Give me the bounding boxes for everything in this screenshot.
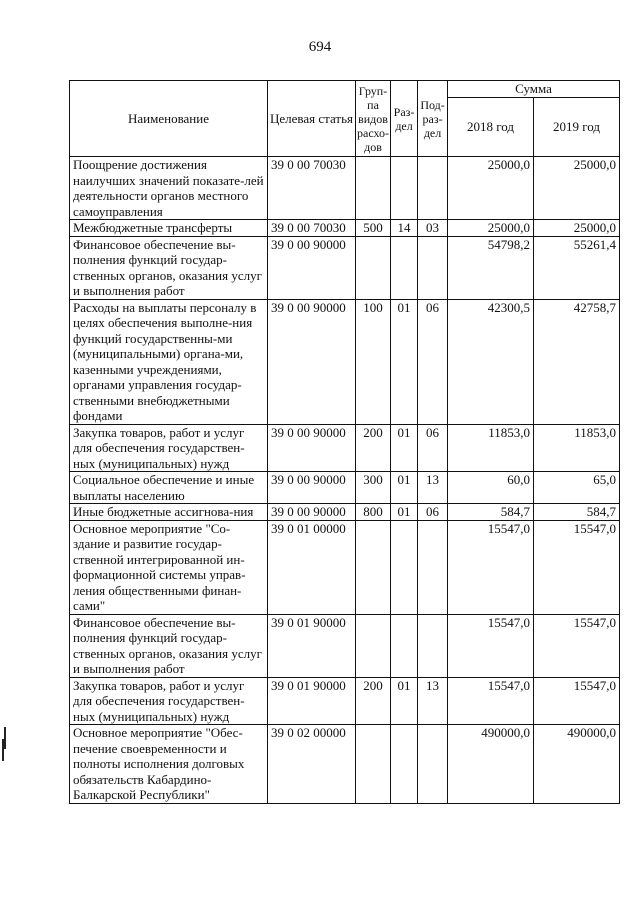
table-row [70, 424, 620, 472]
row-sum-2019: 11853,0 [534, 424, 620, 472]
table-header [70, 81, 620, 157]
row-sum-2018: 25000,0 [448, 157, 534, 220]
header-expense-group: Груп-па видов расхо-дов [356, 81, 391, 157]
row-sum-2019: 15547,0 [534, 520, 620, 614]
row-name: Закупка товаров, работ и услуг для обеспечения государствен-ных (муниципальных) нужд [70, 424, 268, 472]
table-row [70, 157, 620, 220]
row-code: 39 0 00 90000 [268, 424, 356, 472]
row-subsection [418, 614, 448, 677]
row-subsection: 06 [418, 299, 448, 424]
row-group: 200 [356, 424, 391, 472]
row-group: 200 [356, 677, 391, 725]
table-row [70, 614, 620, 677]
row-sum-2019: 42758,7 [534, 299, 620, 424]
header-target: Целевая статья [268, 81, 356, 157]
table-row [70, 220, 620, 237]
row-subsection: 03 [418, 220, 448, 237]
header-sum: Сумма [448, 81, 620, 98]
row-subsection: 06 [418, 424, 448, 472]
row-subsection: 13 [418, 472, 448, 504]
row-sum-2019: 25000,0 [534, 220, 620, 237]
row-section: 01 [391, 472, 418, 504]
header-year-2018: 2018 год [448, 98, 534, 157]
row-name: Основное мероприятие "Со-здание и развитие государ-ственной интегрированной ин-формационной системы управ-ления общественными финан-сами" [70, 520, 268, 614]
row-sum-2019: 584,7 [534, 504, 620, 521]
row-section: 14 [391, 220, 418, 237]
table-row [70, 520, 620, 614]
row-subsection [418, 157, 448, 220]
row-code: 39 0 00 90000 [268, 472, 356, 504]
row-code: 39 0 00 90000 [268, 299, 356, 424]
row-sum-2019: 15547,0 [534, 614, 620, 677]
row-code: 39 0 00 90000 [268, 236, 356, 299]
row-subsection [418, 520, 448, 614]
row-sum-2018: 584,7 [448, 504, 534, 521]
row-sum-2019: 65,0 [534, 472, 620, 504]
row-sum-2018: 54798,2 [448, 236, 534, 299]
row-section [391, 520, 418, 614]
row-code: 39 0 00 70030 [268, 157, 356, 220]
header-subsection: Под-раз-дел [418, 81, 448, 157]
row-code: 39 0 01 90000 [268, 614, 356, 677]
row-name: Основное мероприятие "Обес-печение своевременности и полноты исполнения долговых обязательств Кабардино-Балкарской Республики" [70, 725, 268, 804]
row-group: 300 [356, 472, 391, 504]
row-name: Закупка товаров, работ и услуг для обеспечения государствен-ных (муниципальных) нужд [70, 677, 268, 725]
row-group: 100 [356, 299, 391, 424]
row-section: 01 [391, 424, 418, 472]
row-subsection [418, 236, 448, 299]
row-sum-2019: 15547,0 [534, 677, 620, 725]
row-name: Расходы на выплаты персоналу в целях обеспечения выполне-ния функций государственны-ми (муниципальными) органа-ми, казенными учреждениями, органами управления государ-ственными внебюджетными фондами [70, 299, 268, 424]
row-sum-2019: 490000,0 [534, 725, 620, 804]
header-section: Раз-дел [391, 81, 418, 157]
row-section [391, 157, 418, 220]
row-group [356, 725, 391, 804]
row-name: Межбюджетные трансферты [70, 220, 268, 237]
table-row [70, 472, 620, 504]
margin-mark [2, 739, 4, 761]
row-group [356, 236, 391, 299]
row-subsection: 13 [418, 677, 448, 725]
row-name: Финансовое обеспечение вы-полнения функций государ-ственных органов, оказания услуг и выполнения работ [70, 236, 268, 299]
header-year-2019: 2019 год [534, 98, 620, 157]
table-row [70, 504, 620, 521]
row-code: 39 0 01 00000 [268, 520, 356, 614]
budget-table [69, 80, 620, 804]
row-group: 500 [356, 220, 391, 237]
row-sum-2018: 15547,0 [448, 614, 534, 677]
row-section: 01 [391, 299, 418, 424]
row-name: Поощрение достижения наилучших значений показате-лей деятельности органов местного самоуправления [70, 157, 268, 220]
row-section: 01 [391, 677, 418, 725]
row-name: Социальное обеспечение и иные выплаты населению [70, 472, 268, 504]
row-sum-2019: 55261,4 [534, 236, 620, 299]
table-row [70, 299, 620, 424]
row-sum-2018: 15547,0 [448, 677, 534, 725]
row-sum-2018: 60,0 [448, 472, 534, 504]
row-section: 01 [391, 504, 418, 521]
row-sum-2019: 25000,0 [534, 157, 620, 220]
row-subsection: 06 [418, 504, 448, 521]
row-section [391, 236, 418, 299]
row-group [356, 614, 391, 677]
row-section [391, 725, 418, 804]
row-subsection [418, 725, 448, 804]
row-sum-2018: 11853,0 [448, 424, 534, 472]
row-code: 39 0 02 00000 [268, 725, 356, 804]
row-sum-2018: 42300,5 [448, 299, 534, 424]
row-name: Иные бюджетные ассигнова-ния [70, 504, 268, 521]
row-name: Финансовое обеспечение вы-полнения функций государ-ственных органов, оказания услуг и выполнения работ [70, 614, 268, 677]
margin-mark [4, 727, 6, 749]
row-sum-2018: 15547,0 [448, 520, 534, 614]
row-group [356, 157, 391, 220]
row-group [356, 520, 391, 614]
table-row [70, 677, 620, 725]
row-code: 39 0 00 90000 [268, 504, 356, 521]
row-sum-2018: 25000,0 [448, 220, 534, 237]
row-group: 800 [356, 504, 391, 521]
row-section [391, 614, 418, 677]
table-row [70, 725, 620, 804]
page-number: 694 [308, 39, 332, 55]
row-sum-2018: 490000,0 [448, 725, 534, 804]
table-row [70, 236, 620, 299]
table-body [70, 157, 620, 804]
header-name: Наименование [70, 81, 268, 157]
row-code: 39 0 00 70030 [268, 220, 356, 237]
row-code: 39 0 01 90000 [268, 677, 356, 725]
